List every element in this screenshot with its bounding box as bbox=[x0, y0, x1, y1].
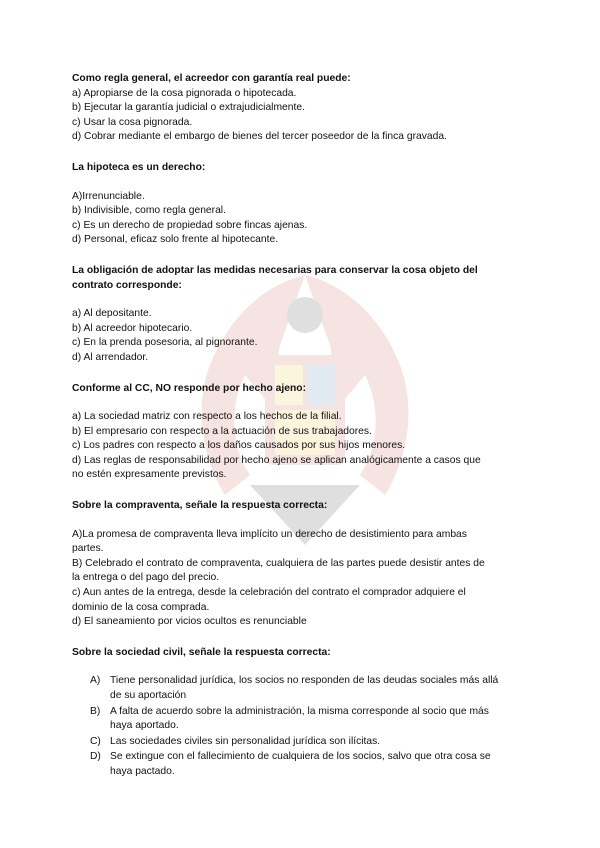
option-label: A) bbox=[90, 675, 101, 687]
question-1-option-a: a) Apropiarse de la cosa pignorada o hipotecada. bbox=[72, 87, 297, 99]
option-text-line: de su aportación bbox=[110, 690, 187, 701]
option-text-line: haya pactado. bbox=[110, 765, 175, 777]
question-3-option-c: c) En la prenda posesoria, al pignorante. bbox=[72, 337, 258, 349]
question-6-option-d bbox=[72, 750, 532, 779]
option-label: D) bbox=[90, 751, 101, 763]
question-5-option-c-line-1: c) Aun antes de la entrega, desde la celebración del contrato el comprador adquiere el bbox=[72, 587, 466, 599]
question-6-option-b bbox=[72, 705, 532, 734]
question-3-option-b: b) Al acreedor hipotecario. bbox=[72, 322, 193, 334]
question-4-option-d-line-2: no estén expresamente previstos. bbox=[72, 469, 227, 481]
question-5 bbox=[72, 499, 532, 630]
question-2-option-c: c) Es un derecho de propiedad sobre fincas ajenas. bbox=[72, 219, 308, 231]
question-1 bbox=[72, 72, 532, 145]
question-2-option-d: d) Personal, eficaz solo frente al hipotecante. bbox=[72, 234, 279, 246]
question-4-option-a: a) La sociedad matriz con respecto a los hechos de la filial. bbox=[72, 411, 342, 423]
question-5-option-b-line-1: B) Celebrado el contrato de compraventa, cualquiera de las partes puede desistir antes de bbox=[72, 557, 485, 569]
option-text-line: haya aportado. bbox=[110, 720, 179, 732]
question-3-title-line-1: La obligación de adoptar las medidas necesarias para conservar la cosa objeto del bbox=[72, 264, 478, 276]
question-6-title: Sobre la sociedad civil, señale la respuesta correcta: bbox=[72, 646, 331, 658]
question-6-option-a bbox=[72, 674, 532, 703]
option-label: B) bbox=[90, 705, 101, 717]
question-2 bbox=[72, 161, 532, 248]
question-1-option-c: c) Usar la cosa pignorada. bbox=[72, 116, 193, 128]
question-3-title-line-2: contrato corresponde: bbox=[72, 279, 182, 291]
question-2-option-a: A)Irrenunciable. bbox=[72, 190, 145, 202]
question-2-title: La hipoteca es un derecho: bbox=[72, 161, 206, 173]
question-6-option-c bbox=[72, 735, 532, 750]
exam-content bbox=[72, 72, 532, 781]
option-text-line: Las sociedades civiles sin personalidad jurídica son ilícitas. bbox=[110, 735, 381, 747]
question-4-option-c: c) Los padres con respecto a los daños causados por sus hijos menores. bbox=[72, 440, 406, 452]
question-6 bbox=[72, 646, 532, 780]
question-2-option-b: b) Indivisible, como regla general. bbox=[72, 205, 226, 217]
question-5-option-a-line-2: partes. bbox=[72, 543, 104, 555]
question-5-option-b-line-2: la entrega o del pago del precio. bbox=[72, 572, 220, 584]
option-text-line: Se extingue con el fallecimiento de cualquiera de los socios, salvo que otra cosa se bbox=[110, 751, 491, 763]
question-5-title: Sobre la compraventa, señale la respuesta correcta: bbox=[72, 500, 328, 512]
question-1-option-b: b) Ejecutar la garantía judicial o extrajudicialmente. bbox=[72, 102, 305, 114]
question-1-title: Como regla general, el acreedor con garantía real puede: bbox=[72, 73, 351, 84]
question-4-option-b: b) El empresario con respecto a la actuación de sus trabajadores. bbox=[72, 425, 372, 437]
question-4 bbox=[72, 382, 532, 484]
question-6-options bbox=[72, 674, 532, 779]
question-1-option-d: d) Cobrar mediante el embargo de bienes del tercer poseedor de la finca gravada. bbox=[72, 131, 447, 143]
question-4-title: Conforme al CC, NO responde por hecho ajeno: bbox=[72, 382, 306, 394]
question-5-option-a-line-1: A)La promesa de compraventa lleva implícito un derecho de desistimiento para ambas bbox=[72, 528, 467, 540]
question-3-option-a: a) Al depositante. bbox=[72, 308, 152, 320]
question-5-option-c-line-2: dominio de la cosa comprada. bbox=[72, 601, 210, 613]
question-5-option-d: d) El saneamiento por vicios ocultos es renunciable bbox=[72, 616, 307, 628]
question-3 bbox=[72, 264, 532, 366]
question-4-option-d-line-1: d) Las reglas de responsabilidad por hecho ajeno se aplican analógicamente a casos que bbox=[72, 454, 481, 466]
question-3-option-d: d) Al arrendador. bbox=[72, 351, 149, 363]
option-label: C) bbox=[90, 735, 101, 747]
option-text-line: Tiene personalidad jurídica, los socios no responden de las deudas sociales más allá bbox=[110, 675, 499, 687]
option-text-line: A falta de acuerdo sobre la administración, la misma corresponde al socio que más bbox=[110, 705, 489, 717]
